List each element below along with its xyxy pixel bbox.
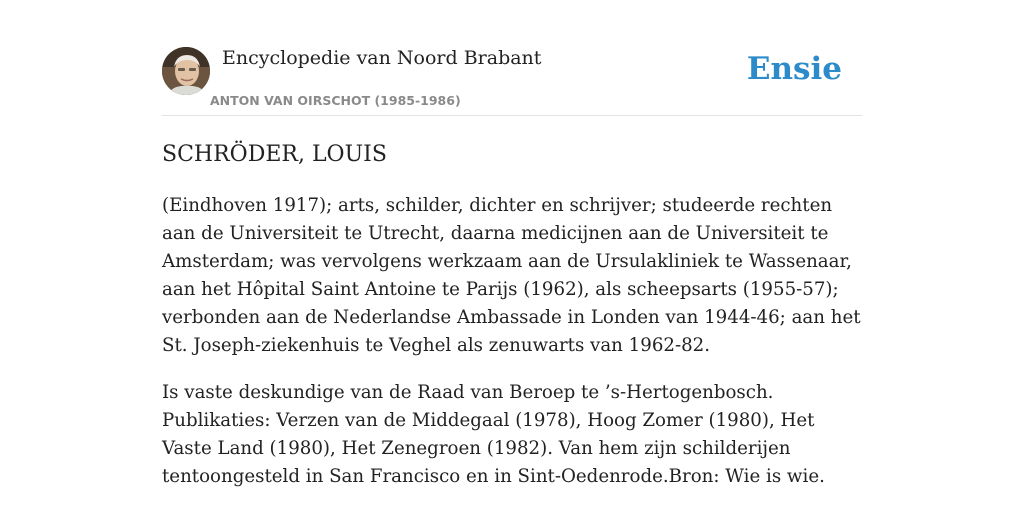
- entry-paragraph: Is vaste deskundige van de Raad van Beroep te ’s-Hertogenbosch. Publikaties: Verzen van de Middegaal (1978), Hoog Zomer (1980), Het Vaste Land (1980), Het Zenegroen (1982). Van hem zijn schilderijen tentoongesteld in San Francisco en in Sint-Oedenrode.Bron: Wie is wie.: [162, 382, 825, 487]
- encyclopedia-title[interactable]: Encyclopedie van Noord Brabant: [222, 47, 542, 69]
- entry-paragraph: (Eindhoven 1917); arts, schilder, dichter en schrijver; studeerde rechten aan de Universiteit te Utrecht, daarna medicijnen aan de Universiteit te Amsterdam; was vervolgens werkzaam aan de Ursulakliniek te Wassenaar, aan het Hôpital Saint Antoine te Parijs (1962), als scheepsarts (1955-57); verbonden aan de Nederlandse Ambassade in Londen van 1944-46; aan het St. Joseph-ziekenhuis te Veghel als zenuwarts van 1962-82.: [162, 195, 861, 356]
- author-portrait-image: [162, 47, 210, 95]
- header: [162, 0, 862, 116]
- ensie-logo[interactable]: Ensie: [746, 51, 842, 87]
- article-container: [162, 0, 862, 487]
- entry-title: SCHRÖDER, LOUIS: [162, 142, 387, 167]
- author-avatar[interactable]: [162, 47, 210, 95]
- author-name[interactable]: ANTON VAN OIRSCHOT (1985-1986): [210, 93, 461, 108]
